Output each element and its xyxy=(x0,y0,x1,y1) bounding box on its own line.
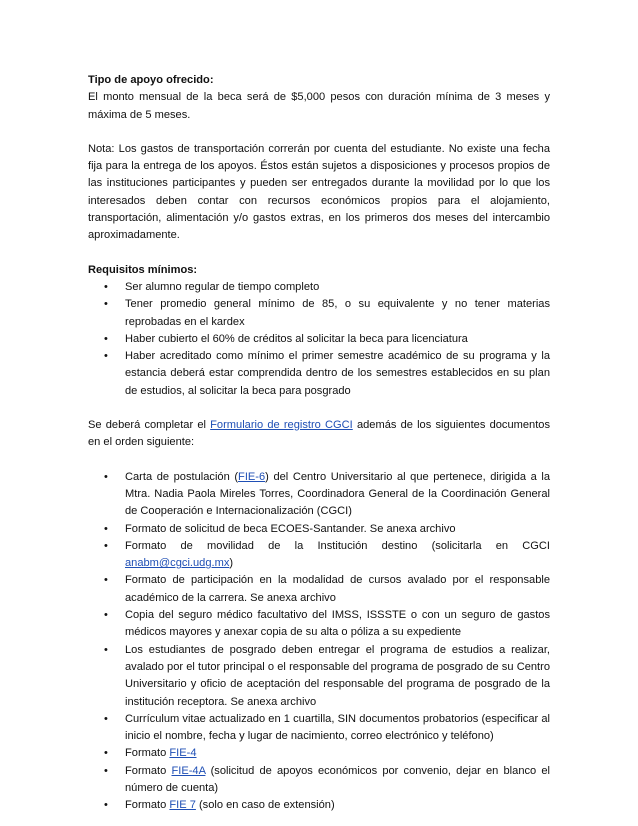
document-item-fie4a xyxy=(88,763,550,798)
spacer xyxy=(88,400,550,417)
document-text: ) xyxy=(229,557,234,570)
document-item-fie4 xyxy=(88,745,550,762)
registration-text-before: Se deberá completar el xyxy=(88,419,211,432)
document-text: (solo en caso de extensión) xyxy=(195,799,335,812)
registration-text-after: además de los siguientes documentos en el orden siguiente: xyxy=(88,419,551,449)
requirement-item: • Haber cubierto el 60% de créditos al solicitar la beca para licenciatura xyxy=(88,331,550,348)
document-text: Formato xyxy=(125,799,170,812)
fie-4-link[interactable]: FIE-4 xyxy=(169,747,197,760)
document-item: • Currículum vitae actualizado en 1 cuartilla, SIN documentos probatorios (especificar al inicio el nombre, fecha y lugar de nacimiento, correo electrónico y teléfono) xyxy=(88,711,550,746)
document-text: Formato xyxy=(125,747,170,760)
document-text: Formato de movilidad de la Institución destino (solicitarla en CGCI xyxy=(125,539,550,552)
support-heading: Tipo de apoyo ofrecido: xyxy=(88,74,214,86)
documents-list xyxy=(88,469,550,815)
document-item: • Los estudiantes de posgrado deben entregar el programa de estudios a realizar, avalado por el tutor principal o el responsable del programa de posgrado de su Centro Universitario y oficio de aceptación del responsable del programa de posgrado de la institución receptora. Se anexa archivo xyxy=(88,642,550,711)
email-link[interactable]: anabm@cgci.udg.mx xyxy=(125,557,230,570)
document-item: • Copia del seguro médico facultativo del IMSS, ISSSTE o con un seguro de gastos médicos mayores y anexar copia de su alta o póliza a su expediente xyxy=(88,607,550,642)
document-item-fie7 xyxy=(88,797,550,814)
spacer xyxy=(88,245,550,262)
document-text: Carta de postulación ( xyxy=(125,470,239,483)
requirement-item: • Tener promedio general mínimo de 85, o su equivalente y no tener materias reprobadas en el kardex xyxy=(88,296,550,331)
fie-4a-link[interactable]: FIE-4A xyxy=(171,764,206,777)
document-text: ) del Centro Universitario al que pertenece, dirigida a la Mtra. Nadia Paola Mireles Torres, Coordinadora General de la Coordinación General de Cooperación e Internacionalización (CGCI) xyxy=(125,470,550,518)
requirement-item: • Ser alumno regular de tiempo completo xyxy=(88,279,550,296)
document-text: (solicitud de apoyos económicos por convenio, dejar en blanco el número de cuenta) xyxy=(125,764,551,794)
support-text: El monto mensual de la beca será de $5,000 pesos con duración mínima de 3 meses y máxima de 5 meses. xyxy=(88,91,550,121)
fie-7-link[interactable]: FIE 7 xyxy=(169,799,196,812)
registration-paragraph xyxy=(88,417,550,452)
document-item: • Formato de solicitud de beca ECOES-Santander. Se anexa archivo xyxy=(88,521,550,538)
requirements-list xyxy=(88,279,550,400)
note-paragraph: Nota: Los gastos de transportación correrán por cuenta del estudiante. No existe una fecha fija para la entrega de los apoyos. Éstos están sujetos a disposiciones y procesos propios de las instituciones participantes y pueden ser entregados durante la movilidad por lo que los interesados deben contar con recursos económicos propios para el alojamiento, transportación, alimentación y/o gastos extras, en los primeros dos meses del intercambio aproximadamente. xyxy=(88,142,550,242)
document-item-fie6 xyxy=(88,469,550,521)
fie-6-link[interactable]: FIE-6 xyxy=(238,470,266,483)
document-text: Formato xyxy=(125,764,172,777)
spacer xyxy=(88,452,550,469)
document-item: • Formato de participación en la modalidad de cursos avalado por el responsable académico de la carrera. Se anexa archivo xyxy=(88,572,550,607)
requirements-heading: Requisitos mínimos: xyxy=(88,263,198,276)
spacer xyxy=(88,124,550,141)
document-body xyxy=(88,72,550,815)
registration-form-link[interactable]: Formulario de registro CGCI xyxy=(210,419,353,432)
requirement-item: • Haber acreditado como mínimo el primer semestre académico de su programa y la estancia deberá estar comprendida dentro de los semestres establecidos en su plan de estudios, al solicitar la beca para posgrado xyxy=(88,348,550,400)
document-item-mobility xyxy=(88,538,550,573)
